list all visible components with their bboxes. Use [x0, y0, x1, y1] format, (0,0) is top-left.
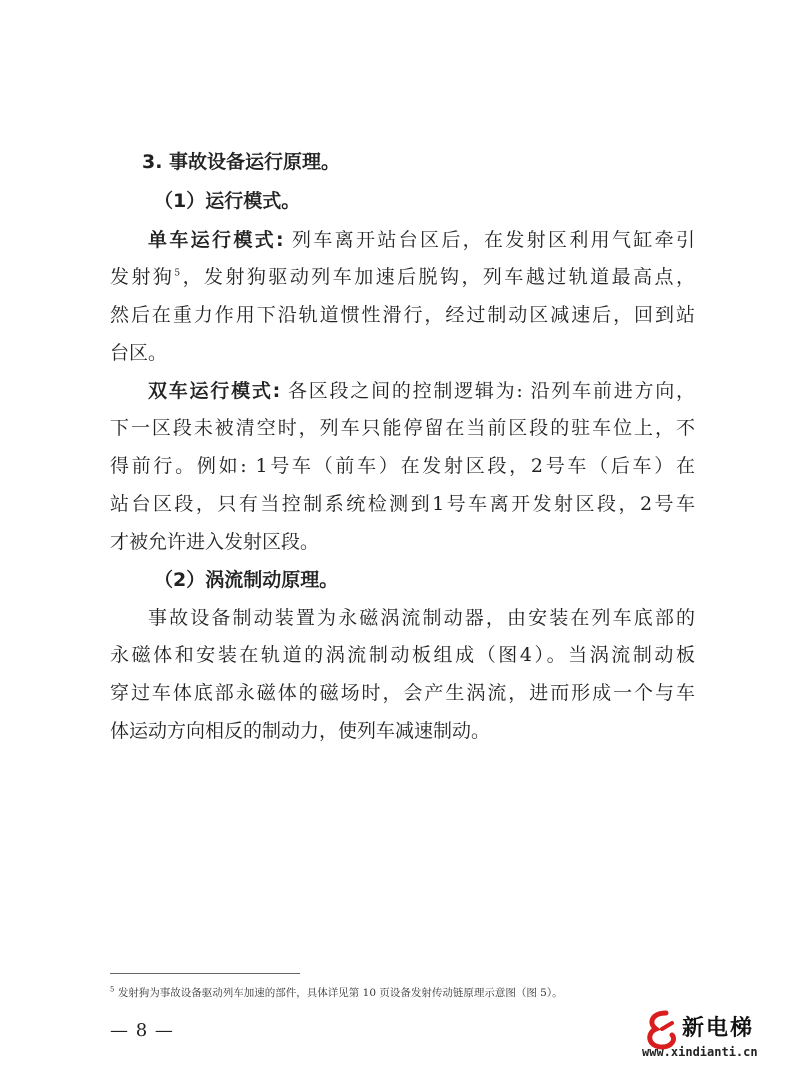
footnote-divider: [110, 973, 300, 974]
para2-line2: 下一区段未被清空时，列车只能停留在当前区段的驻车位上，不: [110, 417, 695, 439]
para1-lead: 单车运行模式:: [148, 229, 284, 251]
para3-line4: 体运动方向相反的制动力，使列车减速制动。: [110, 720, 491, 742]
subheading-operating-mode: （1）运行模式。: [154, 190, 301, 212]
para1-line2-b: ，发射狗驱动列车加速后脱钩，列车越过轨道最高点，: [180, 266, 695, 288]
section-heading: 3. 事故设备运行原理。: [142, 151, 341, 173]
para3-line2: 永磁体和安装在轨道的涡流制动板组成（图4）。当涡流制动板: [110, 644, 695, 666]
para3-line3: 穿过车体底部永磁体的磁场时，会产生涡流，进而形成一个与车: [110, 682, 695, 704]
para1-line1: [148, 228, 695, 252]
para1-line2: [110, 265, 695, 289]
para1-line3: 然后在重力作用下沿轨道惯性滑行，经过制动区减速后，回到站: [110, 304, 695, 326]
watermark-brand: 新电梯: [682, 1016, 755, 1041]
para1-line4: 台区。: [110, 342, 168, 364]
para2-line3: 得前行。例如: 1号车（前车）在发射区段，2号车（后车）在: [110, 455, 695, 477]
para2-line5: 才被允许进入发射区段。: [110, 531, 320, 553]
footnote: [110, 986, 563, 1000]
footnote-text: 发射狗为事故设备驱动列车加速的部件，具体详见第 10 页设备发射传动链原理示意图（图 5）。: [117, 987, 563, 999]
para2-line1: [148, 379, 695, 403]
watermark: [642, 1007, 792, 1067]
para1-line1-text: 列车离开站台区后，在发射区利用气缸牵引: [283, 229, 695, 251]
para1-line2-a: 发射狗: [110, 266, 175, 288]
para2-line1-text: 各区段之间的控制逻辑为: 沿列车前进方向，: [280, 380, 695, 402]
para2-line4: 站台区段，只有当控制系统检测到1号车离开发射区段，2号车: [110, 493, 695, 515]
footnote-marker: 5: [110, 985, 115, 994]
para2-lead: 双车运行模式:: [148, 380, 281, 402]
footnote-ref-5[interactable]: 5: [174, 268, 181, 279]
page-number: — 8 —: [110, 1020, 174, 1041]
watermark-url: www.xindianti.cn: [642, 1045, 758, 1059]
subheading-eddy-brake: （2）涡流制动原理。: [154, 569, 339, 591]
para3-line1: 事故设备制动装置为永磁涡流制动器，由安装在列车底部的: [148, 607, 695, 629]
